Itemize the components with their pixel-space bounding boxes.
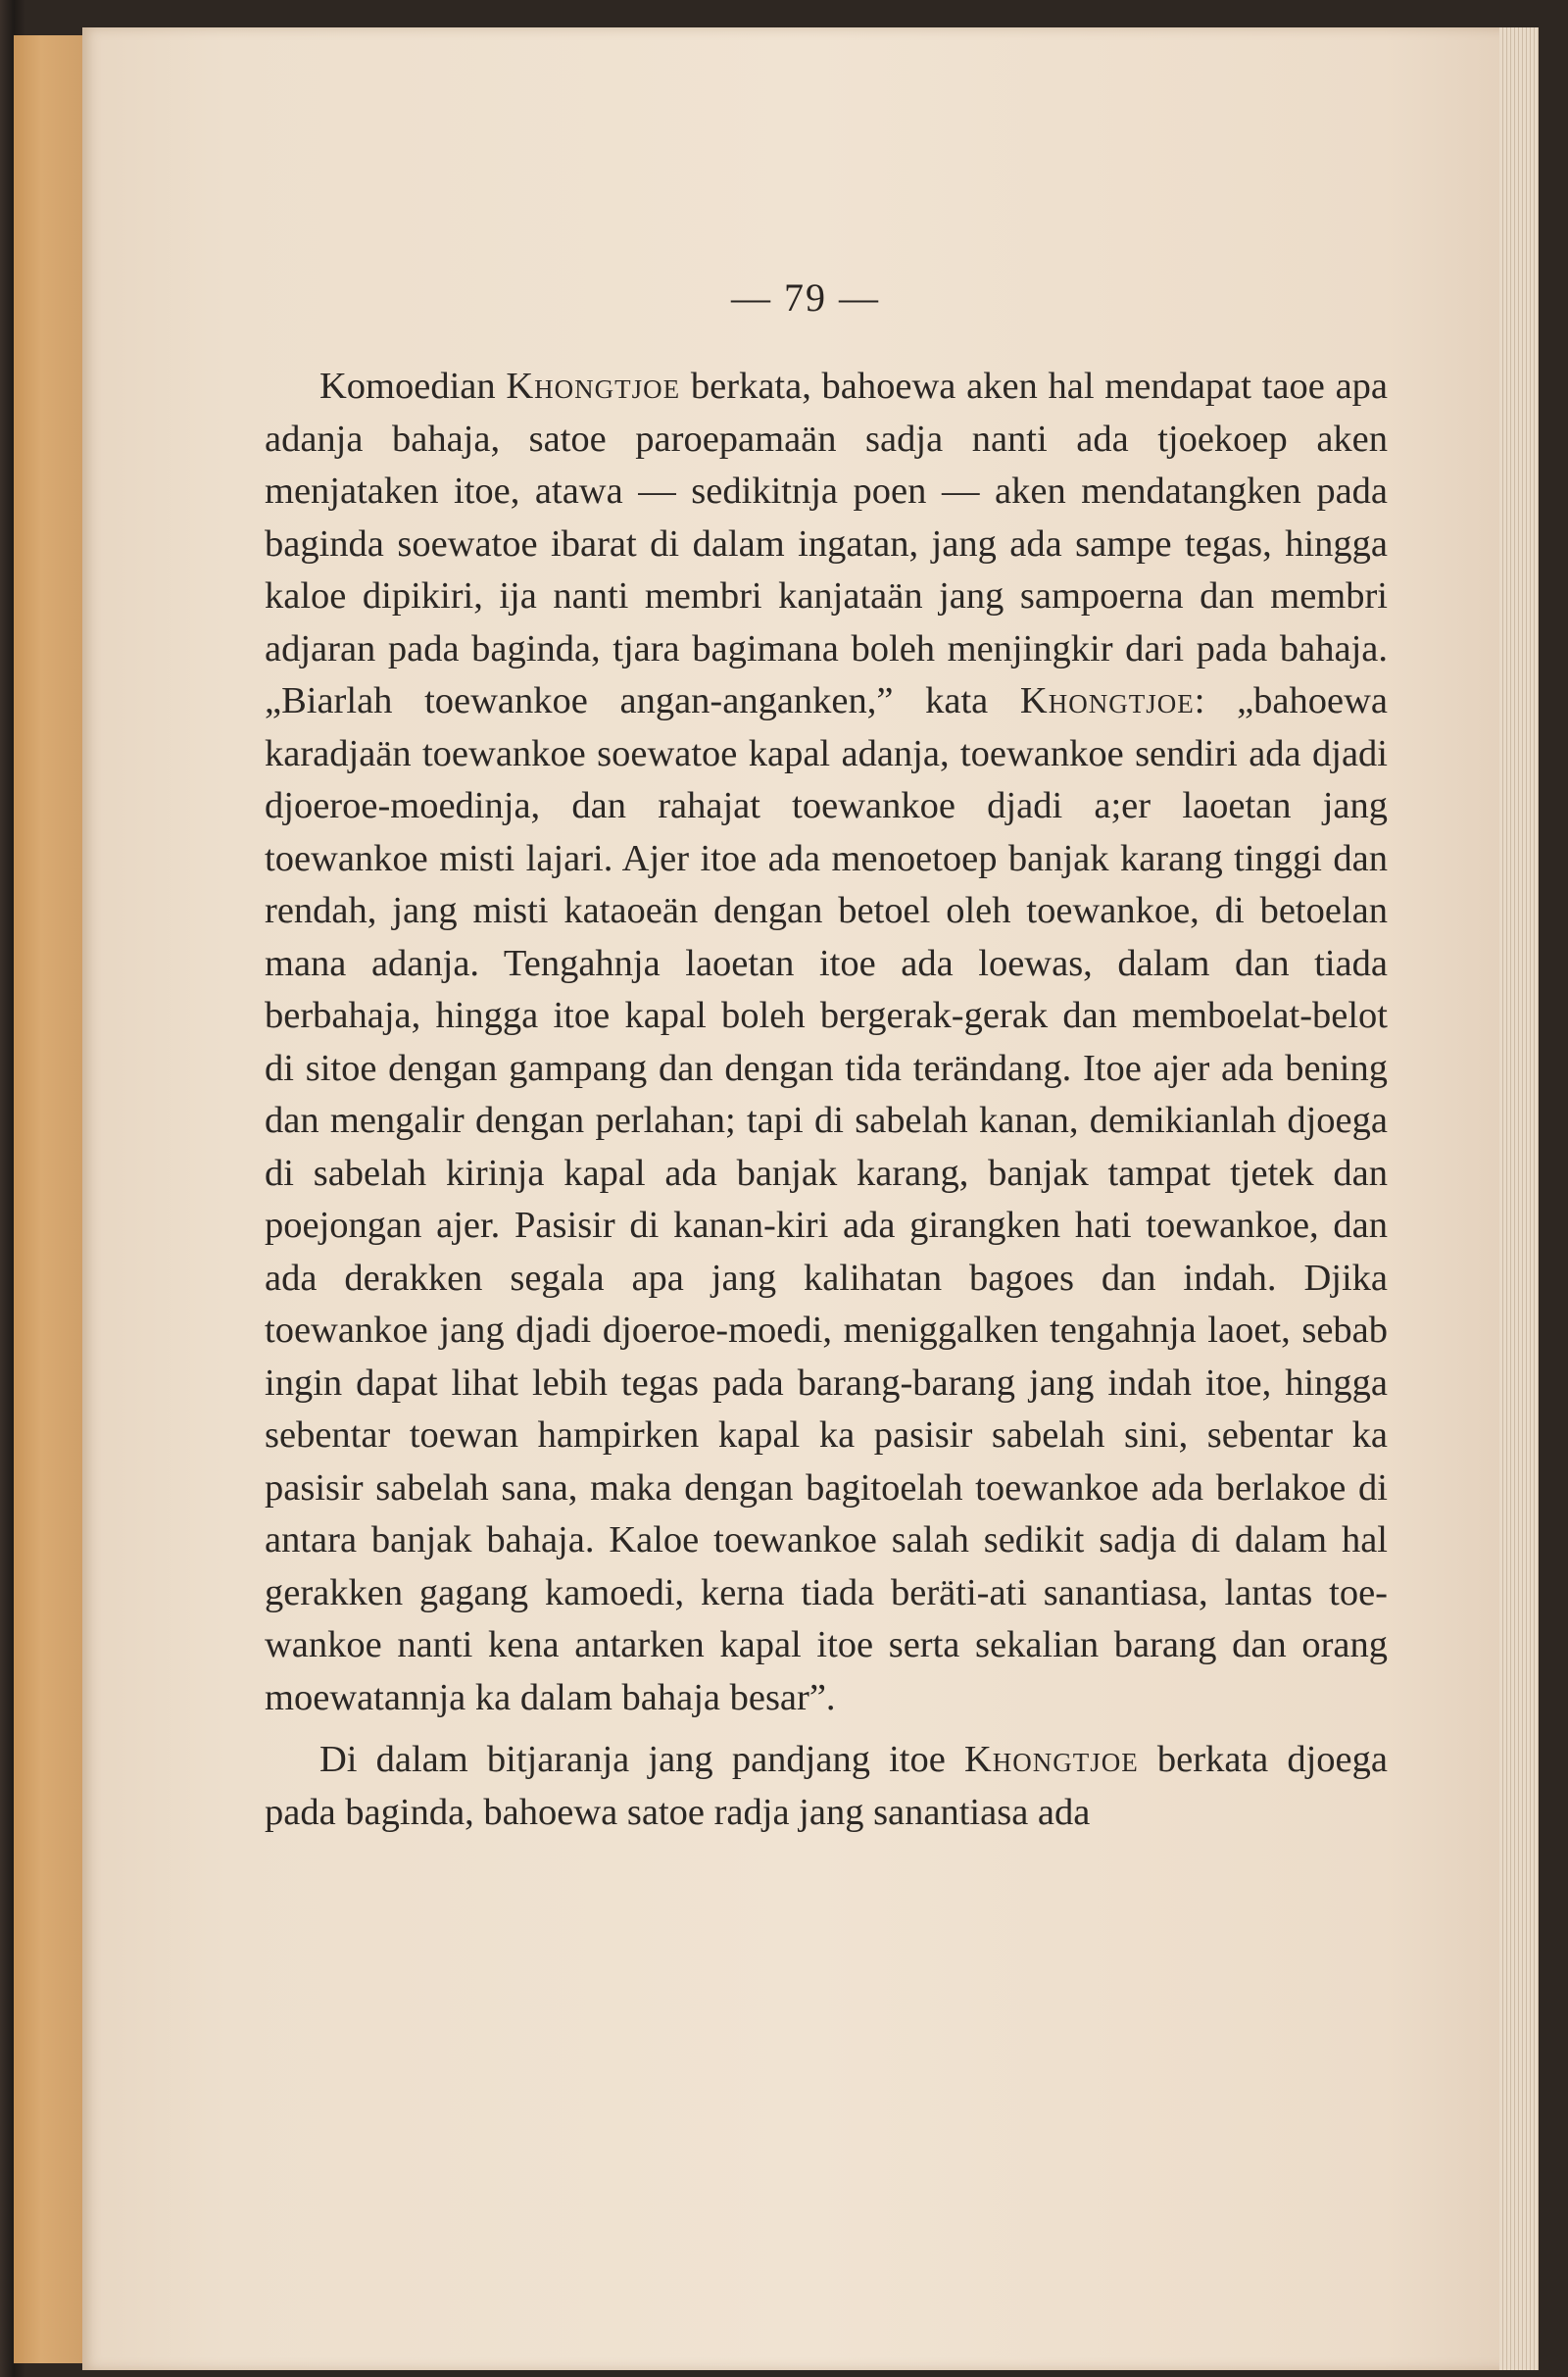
name-khongtjoe: Khongtjoe (963, 1739, 1139, 1780)
name-khongtjoe: Khongtjoe (1019, 680, 1195, 721)
paragraph (265, 361, 1388, 1724)
text-segment: Komoedian (319, 366, 507, 407)
book-spine-edge (14, 35, 82, 2363)
text-segment: : „bahoewa karadjaän toewankoe soewatoe kapal adanja, toewankoe sendiri ada djadi djoeroe-moedinja, dan rahajat toewankoe djadi a;er laoetan jang toewankoe misti lajari. Ajer itoe ada menoetoep banjak karang tinggi dan rendah, jang misti kataoeän dengan betoel oleh toewankoe, di betoelan mana adanja. Tengahnja laoetan itoe ada loewas, dalam dan tiada berbahaja, hingga itoe kapal boleh bergerak-gerak dan memboelat-belot di sitoe dengan gampang dan dengan tida terändang. Itoe ajer ada bening dan mengalir dengan perlahan; tapi di sabelah kanan, demikianlah djoega di sabelah kirinja kapal ada banjak karang, banjak tampat tjetek dan poejongan ajer. Pasisir di kanan-kiri ada girangken hati toewankoe, dan ada derakken segala apa jang kalihatan bagoes dan indah. Djika toewankoe jang djadi djoeroe-moedi, meniggalken tengahnja laoet, sebab ingin dapat lihat lebih tegas pada barang-barang jang indah itoe, hingga sebentar toewan hampirken kapal ka pasisir sabelah sini, sebentar ka pasisir sabelah sana, maka dengan bagitoelah toewankoe ada berlakoe di antara banjak bahaja. Kaloe toewankoe salah sedikit sadja di dalam hal gerakken gagang kamoedi, kerna tiada beräti-ati sanantiasa, lantas toewankoe nanti kena antarken kapal itoe serta sekalian barang dan orang moewatannja ka dalam bahaja besar”. (265, 680, 1388, 1718)
text-segment: Di dalam bitjaranja jang pandjang itoe (319, 1739, 964, 1780)
body-text (265, 361, 1388, 1839)
paragraph (265, 1734, 1388, 1839)
page-stack-edge (1499, 27, 1539, 2370)
page-number: — 79 — (731, 275, 880, 320)
name-khongtjoe: Khongtjoe (506, 366, 681, 407)
text-segment: berkata djoega pada baginda, bahoewa satoe radja jang sanantiasa ada (265, 1739, 1388, 1833)
book-page (82, 27, 1529, 2370)
text-segment: berkata, bahoewa aken hal mendapat taoe apa adanja bahaja, satoe paroepamaän sadja nanti ada tjoekoep aken menjataken itoe, atawa — sedikitnja poen — aken mendatangken pada baginda soewatoe ibarat di dalam ingatan, jang ada sampe tegas, hingga kaloe dipikiri, ija nanti membri kanjataän jang sampoerna dan membri adjaran pada baginda, tjara bagimana boleh menjingkir dari pada bahaja. „Biarlah toewankoe angan-anganken,” kata (265, 366, 1388, 721)
